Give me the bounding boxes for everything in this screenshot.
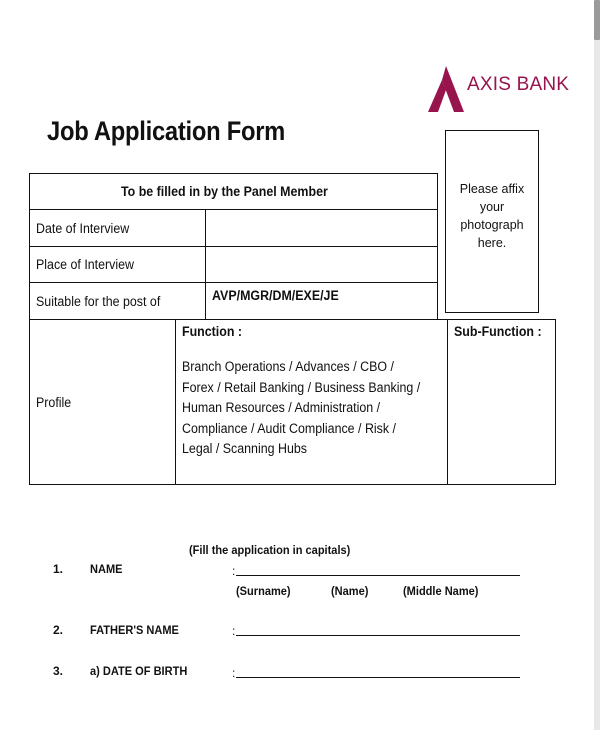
place-of-interview-label: Place of Interview [30,247,206,283]
name-label: NAME [90,562,123,576]
date-of-birth-colon: : [232,666,236,680]
function-line: Legal / Scanning Hubs [181,441,307,456]
brand-name: AXIS BANK [467,74,570,95]
photo-box [445,130,539,313]
date-of-birth-input-line[interactable] [236,677,520,678]
surname-caption: (Surname) [236,584,291,598]
fill-instruction: (Fill the application in capitals) [189,543,351,557]
fathers-name-colon: : [232,624,236,638]
profile-table [29,319,556,485]
name-colon: : [232,564,236,578]
panel-table [29,173,438,320]
photo-box-text: Please affix your photograph here. [459,182,525,250]
scrollbar-thumb[interactable] [594,0,600,40]
function-line: Human Resources / Administration / [181,400,380,415]
place-of-interview-field[interactable] [206,247,438,283]
fathers-name-label: FATHER'S NAME [90,623,179,637]
function-line: Compliance / Audit Compliance / Risk / [181,420,396,436]
date-of-birth-label: a) DATE OF BIRTH [90,664,188,678]
suitable-post-label: Suitable for the post of [30,283,206,320]
page-title: Job Application Form [47,116,286,146]
suitable-post-value[interactable]: AVP/MGR/DM/EXE/JE [206,283,438,320]
date-of-interview-field[interactable] [206,210,438,247]
field-number: 1. [53,562,64,576]
date-of-interview-label: Date of Interview [30,210,206,247]
axis-bank-logo-icon [428,66,464,112]
function-label: Function : [181,324,242,339]
vertical-scrollbar[interactable] [594,0,600,730]
fathers-name-input-line[interactable] [236,635,520,636]
function-line: Branch Operations / Advances / CBO / [181,359,394,374]
middle-name-caption: (Middle Name) [403,584,479,598]
name-caption: (Name) [331,584,369,598]
name-input-line[interactable] [236,575,520,576]
panel-table-header: To be filled in by the Panel Member [30,174,438,210]
field-number: 3. [53,664,64,678]
function-line: Forex / Retail Banking / Business Banking / [181,379,421,395]
field-number: 2. [53,623,64,637]
sub-function-label: Sub-Function : [453,324,542,339]
profile-label: Profile [30,320,176,485]
sub-function-cell[interactable] [447,320,555,485]
function-cell [175,320,447,485]
